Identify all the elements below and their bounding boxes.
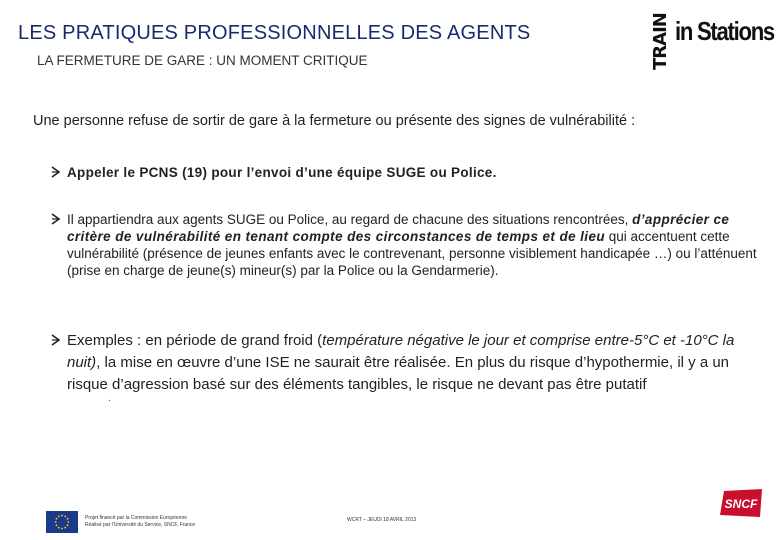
bullet-text: [67, 211, 765, 279]
bullet-exemples: [50, 330, 765, 396]
logo-stations-text: in Stations: [675, 16, 774, 46]
bullet-text-part2: , la mise en œuvre d’une ISE ne saurait être réalisée. En plus du risque d’hypothermie, il y a un risque d’agression basé sur des éléments tangibles, le risque ne devant pas être putatif: [67, 354, 730, 393]
footer-credits: [85, 515, 195, 529]
footer-credits-line1: Projet financé par la Commission Européenne: [85, 515, 187, 521]
bullet-appeler-pcns: [50, 164, 765, 181]
bullet-text: [67, 330, 765, 396]
eu-flag-icon: [46, 511, 78, 533]
logo-train-text: TRAIN: [650, 13, 671, 70]
footer-date: WCRT – JEUDI 18 AVRIL 2013: [347, 517, 417, 523]
stray-dot: .: [108, 393, 111, 404]
arrow-bullet-icon: [50, 333, 64, 347]
bullet-text-part1: Il appartiendra aux agents SUGE ou Police, au regard de chacune des situations rencontrées,: [67, 212, 633, 227]
train-in-stations-logo: [650, 14, 775, 72]
sncf-logo-text: SNCF: [724, 497, 758, 511]
sncf-logo-icon: [718, 487, 766, 519]
bullet-text: Appeler le PCNS (19) pour l’envoi d’une équipe SUGE ou Police.: [67, 165, 497, 180]
bullet-agents-suge: [50, 211, 765, 279]
page-title: LES PRATIQUES PROFESSIONNELLES DES AGENTS: [18, 22, 531, 44]
intro-text: Une personne refuse de sortir de gare à la fermeture ou présente des signes de vulnérabilité :: [33, 113, 636, 129]
bullet-text-emphasis: d’apprécier ce critère de vulnérabilité en tenant compte des circonstances de temps et de lieu: [67, 212, 730, 244]
footer-credits-line2: Réalisé par l'Université du Service, SNCF, France: [85, 522, 196, 528]
bullet-text-italic: température négative le jour et comprise entre-5°C et -10°C la nuit): [67, 332, 735, 371]
bullet-text-part2: qui accentuent cette vulnérabilité (présence de jeunes enfants avec le contrevenant, personne visiblement handicapée …) ou l’atténuent (prise en charge de jeune(s) mineur(s) par la Police ou la Gendarmerie).: [67, 229, 757, 278]
page-subtitle: LA FERMETURE DE GARE : UN MOMENT CRITIQUE: [37, 53, 368, 68]
arrow-bullet-icon: [50, 212, 64, 226]
arrow-bullet-icon: [50, 165, 64, 179]
bullet-text-part1: Exemples : en période de grand froid (: [67, 332, 323, 349]
